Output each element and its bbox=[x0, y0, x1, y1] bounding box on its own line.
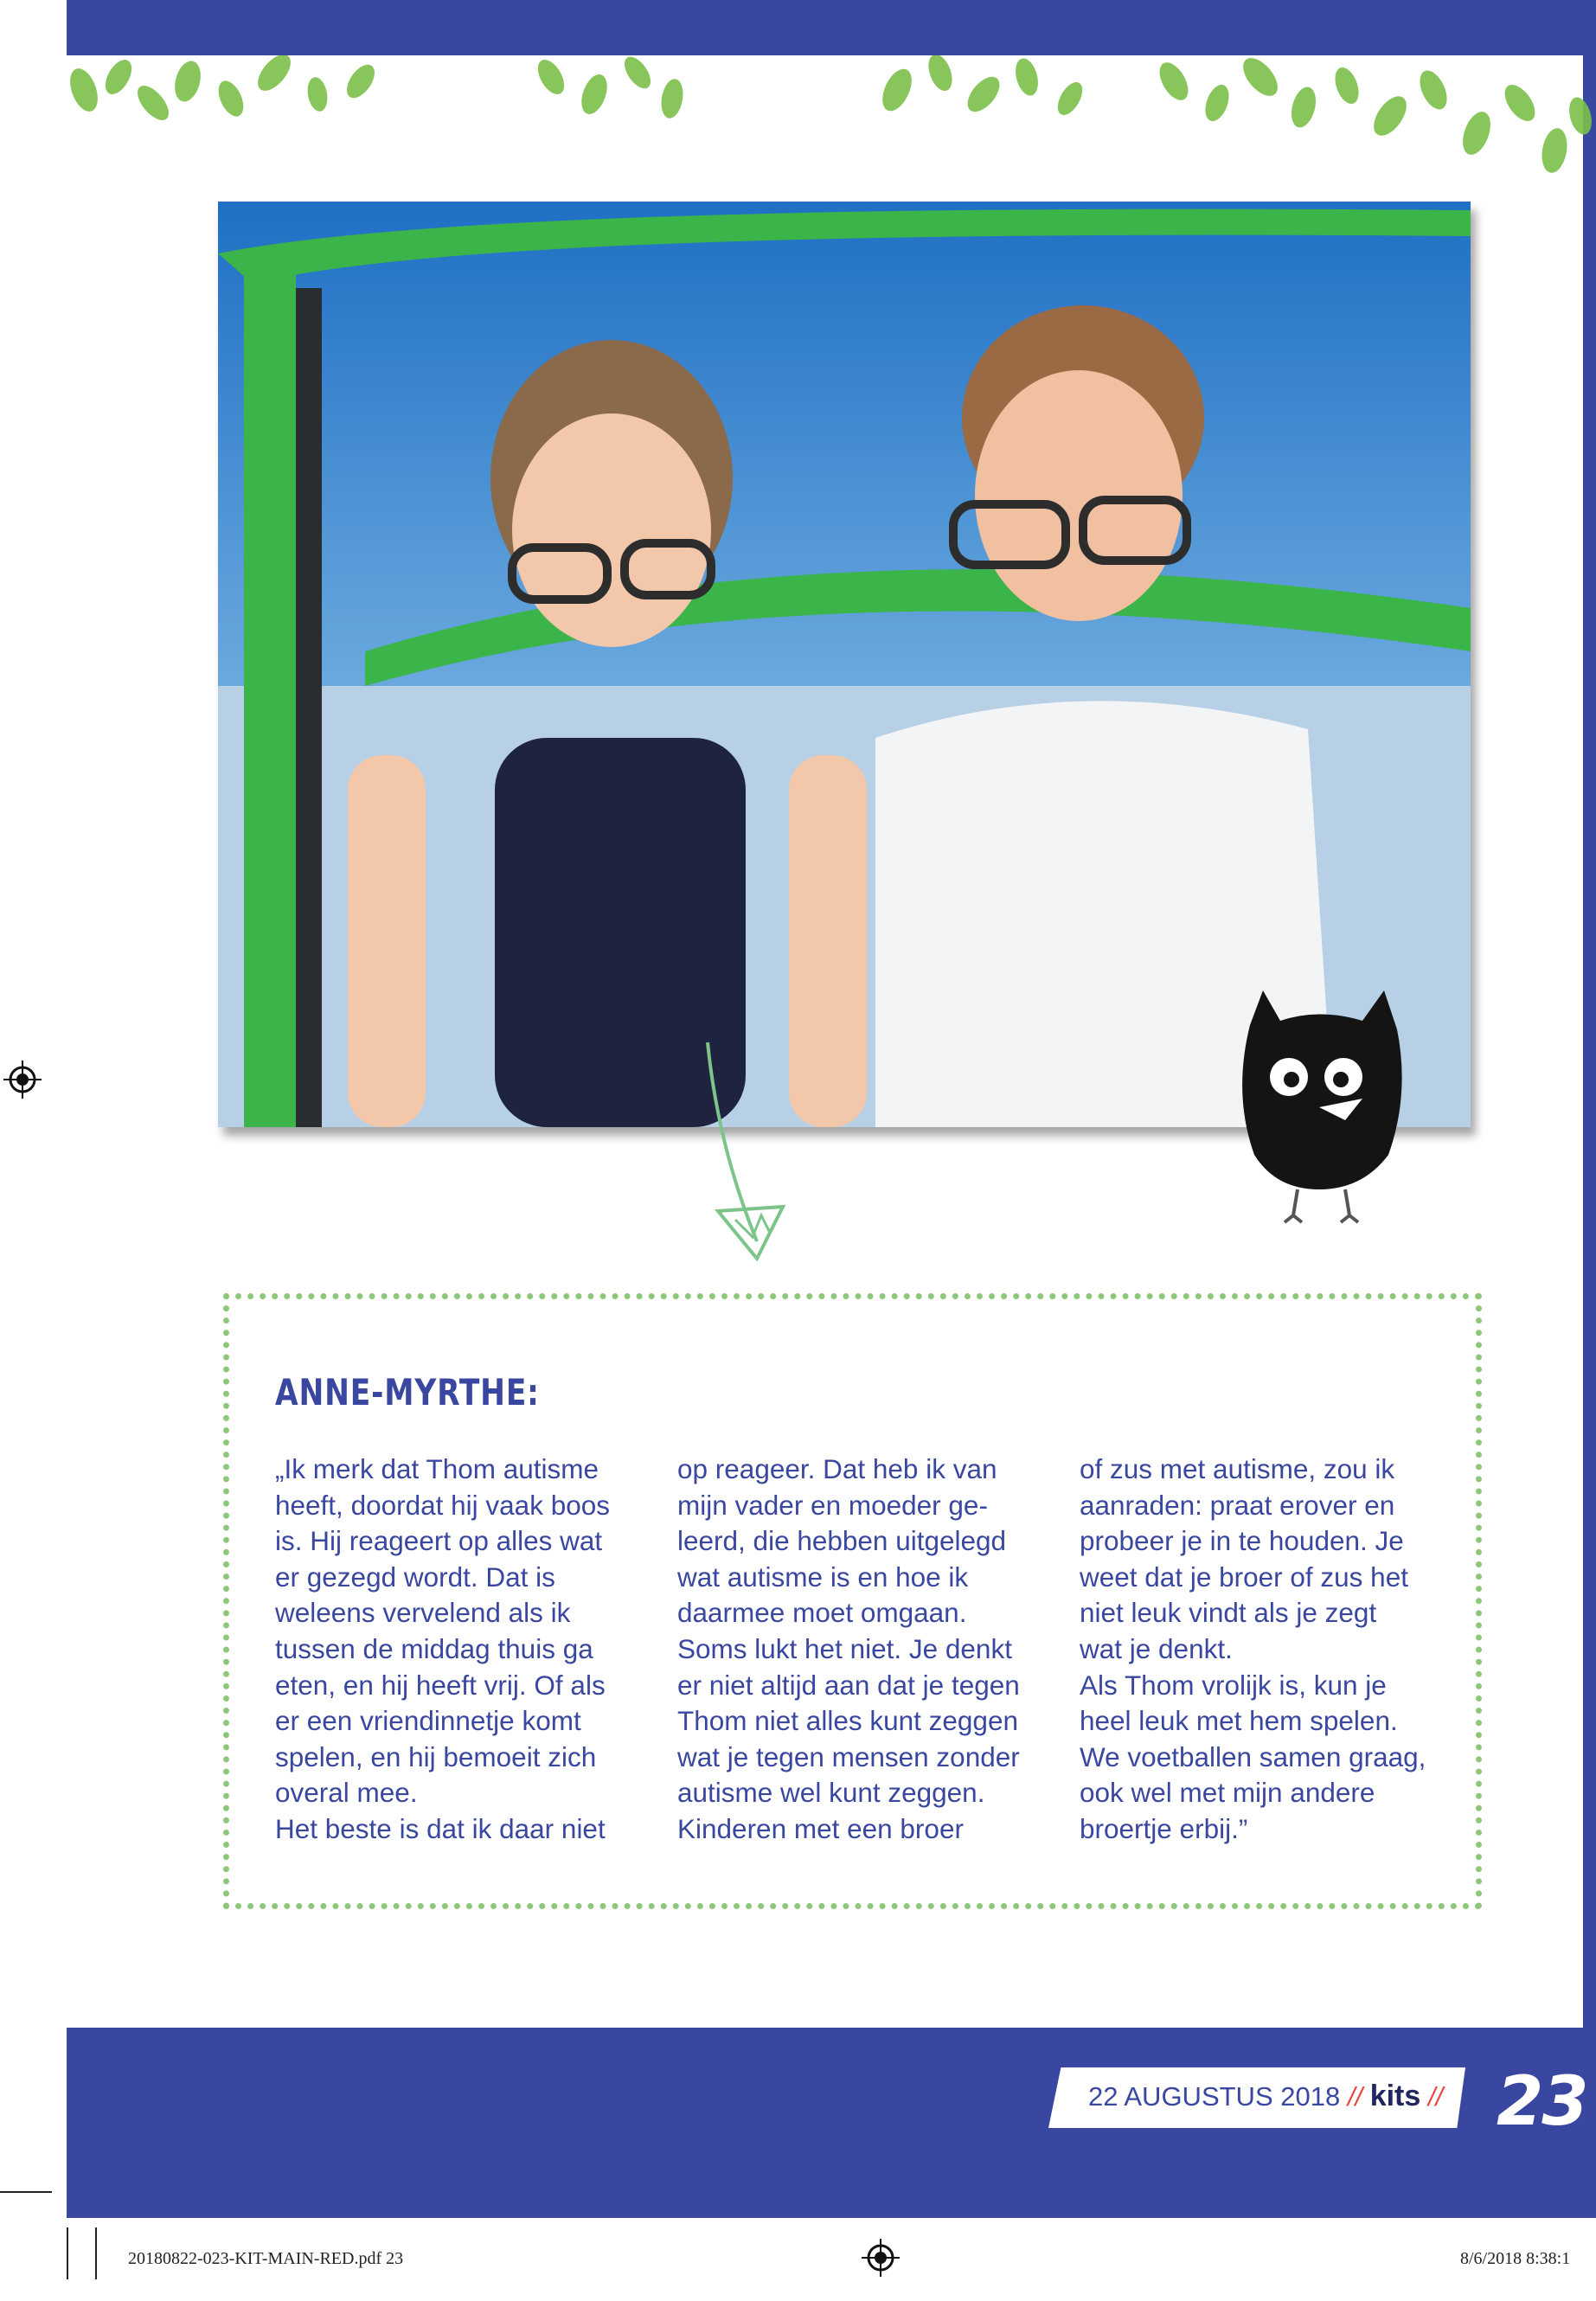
text-line: wat autisme is en hoe ik bbox=[677, 1561, 969, 1593]
article-heading: ANNE-MYRTHE: bbox=[275, 1371, 540, 1413]
separator: // bbox=[1347, 2081, 1363, 2112]
text-line: er gezegd wordt. Dat is bbox=[275, 1561, 555, 1593]
text-line: wat je tegen mensen zonder bbox=[677, 1740, 1020, 1772]
crop-mark bbox=[0, 2191, 52, 2193]
text-line: leerd, die hebben uitgelegd bbox=[677, 1525, 1007, 1557]
crop-mark bbox=[95, 2227, 97, 2279]
registration-mark-icon bbox=[3, 1061, 42, 1099]
text-line: op reageer. Dat heb ik van bbox=[677, 1453, 997, 1484]
right-blue-strip bbox=[1583, 55, 1596, 2028]
photo-frame bbox=[218, 202, 1471, 1127]
text-column-2 bbox=[677, 1452, 1049, 1848]
text-line: of zus met autisme, zou ik bbox=[1080, 1453, 1395, 1484]
page-number: 23 bbox=[1497, 2063, 1587, 2141]
text-line: Thom niet alles kunt zeggen bbox=[677, 1705, 1018, 1737]
text-line: weleens vervelend als ik bbox=[275, 1597, 571, 1629]
text-line: tussen de middag thuis ga bbox=[275, 1632, 593, 1664]
slug-filename: 20180822-023-KIT-MAIN-RED.pdf 23 bbox=[128, 2249, 404, 2268]
text-line: Als Thom vrolijk is, kun je bbox=[1080, 1669, 1387, 1701]
text-line: mijn vader en moeder ge- bbox=[677, 1489, 988, 1521]
slug-timestamp: 8/6/2018 8:38:1 bbox=[1460, 2249, 1571, 2268]
registration-mark-icon bbox=[862, 2239, 900, 2277]
issue-date: 22 AUGUSTUS 2018 bbox=[1088, 2081, 1341, 2112]
text-line: is. Hij reageert op alles wat bbox=[275, 1525, 603, 1557]
text-line: Het beste is dat ik daar niet bbox=[275, 1812, 606, 1844]
text-line: Kinderen met een broer bbox=[677, 1812, 964, 1844]
text-line: We voetballen samen graag, bbox=[1080, 1740, 1426, 1772]
text-line: overal mee. bbox=[275, 1777, 418, 1809]
top-blue-bar bbox=[67, 0, 1596, 55]
text-column-1 bbox=[275, 1452, 647, 1848]
text-line: „Ik merk dat Thom autisme bbox=[275, 1453, 599, 1484]
separator: // bbox=[1427, 2081, 1444, 2112]
text-line: er niet altijd aan dat je tegen bbox=[677, 1669, 1020, 1701]
text-line: Soms lukt het niet. Je denkt bbox=[677, 1632, 1012, 1664]
text-line: probeer je in te houden. Je bbox=[1080, 1525, 1404, 1557]
crop-mark bbox=[67, 2227, 68, 2279]
text-line: daarmee moet omgaan. bbox=[677, 1597, 967, 1629]
text-line: aanraden: praat erover en bbox=[1080, 1489, 1395, 1521]
text-column-3 bbox=[1080, 1452, 1452, 1848]
text-line: ook wel met mijn andere bbox=[1080, 1777, 1375, 1809]
brand-name: kits bbox=[1369, 2080, 1421, 2112]
children-photo bbox=[218, 202, 1471, 1127]
text-line: niet leuk vindt als je zegt bbox=[1080, 1597, 1377, 1629]
text-line: broertje erbij.” bbox=[1080, 1812, 1248, 1844]
footer-issue-line bbox=[1088, 2080, 1443, 2113]
owl-mascot-icon bbox=[1233, 990, 1410, 1224]
text-line: eten, en hij heeft vrij. Of als bbox=[275, 1669, 606, 1701]
text-line: er een vriendinnetje komt bbox=[275, 1705, 581, 1737]
text-line: wat je denkt. bbox=[1080, 1632, 1233, 1664]
hand-drawn-arrow-icon bbox=[692, 1042, 796, 1267]
text-line: spelen, en hij bemoeit zich bbox=[275, 1740, 597, 1772]
text-line: weet dat je broer of zus het bbox=[1080, 1561, 1408, 1593]
text-line: heeft, doordat hij vaak boos bbox=[275, 1489, 611, 1521]
text-line: autisme wel kunt zeggen. bbox=[677, 1777, 985, 1809]
text-line: heel leuk met hem spelen. bbox=[1080, 1705, 1398, 1737]
